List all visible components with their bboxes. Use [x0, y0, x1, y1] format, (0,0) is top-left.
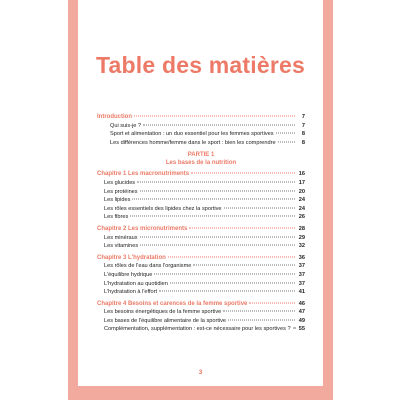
- toc-chapter-item[interactable]: [97, 234, 305, 243]
- toc-intro-items: [97, 122, 305, 148]
- toc-chapter-item-page: 26: [298, 214, 305, 221]
- toc-chapter-item-page: 20: [298, 188, 305, 195]
- toc-chapter-item-page: 47: [298, 309, 305, 316]
- toc-chapter-heading-page: 46: [298, 300, 305, 307]
- toc-chapter-item-page: 24: [298, 205, 305, 212]
- leader-dots: [278, 141, 295, 142]
- toc-chapter-item-label: Les protéines: [104, 188, 138, 195]
- leader-dots: [224, 207, 295, 208]
- toc-chapter-item-page: 41: [298, 289, 305, 296]
- toc-chapter-item-page: 32: [298, 243, 305, 250]
- leader-dots: [143, 124, 295, 125]
- toc-chapter-item-page: 29: [298, 234, 305, 241]
- part-number: PARTIE 1: [187, 152, 215, 159]
- toc-chapter-item-label: Les rôles essentiels des lipides chez la sportive: [104, 205, 222, 212]
- leader-dots: [132, 199, 295, 200]
- leader-dots: [140, 245, 295, 246]
- toc-intro-heading[interactable]: [97, 113, 305, 122]
- toc-intro-item-page: 7: [301, 122, 305, 129]
- leader-dots: [130, 216, 295, 217]
- leader-dots: [134, 116, 295, 117]
- toc-intro-item[interactable]: [97, 122, 305, 131]
- toc-intro-label: Introduction: [97, 114, 132, 120]
- page-number: 3: [198, 369, 203, 376]
- leader-dots: [249, 302, 295, 303]
- toc-chapter-item-page: 55: [298, 326, 305, 333]
- toc-chapter-heading-page: 16: [298, 171, 305, 178]
- toc-chapter-item[interactable]: [97, 242, 305, 251]
- part-heading: [97, 152, 305, 167]
- toc-chapter-item[interactable]: [97, 188, 305, 197]
- toc-intro-item-label: Les différences homme/femme dans le sport : bien les comprendre: [110, 139, 276, 146]
- toc-intro-item-label: Qui suis-je ?: [110, 122, 142, 129]
- toc-chapter-item-label: Les besoins énergétiques de la femme sportive: [104, 309, 222, 316]
- toc-chapter-item-label: Les minéraux: [104, 234, 138, 241]
- toc-chapter-heading-label: Chapitre 2 Les micronutriments: [97, 225, 188, 232]
- toc-chapter-item-label: L'hydratation à l'effort: [104, 289, 158, 296]
- toc-intro-item-label: Sport et alimentation : un duo essentiel pour les femmes sportives: [110, 131, 274, 138]
- toc-chapter-item[interactable]: [97, 205, 305, 214]
- toc-chapter-item[interactable]: [97, 288, 305, 297]
- leader-dots: [140, 236, 295, 237]
- toc-chapter-item-page: 24: [298, 197, 305, 204]
- toc-chapter-heading-page: 28: [298, 225, 305, 232]
- toc-chapter-item-page: 17: [298, 179, 305, 186]
- toc-chapter-item[interactable]: [97, 308, 305, 317]
- toc-chapter-item[interactable]: [97, 262, 305, 271]
- leader-dots: [137, 181, 295, 182]
- toc-chapter-item-label: Les vitamines: [104, 243, 139, 250]
- leader-dots: [223, 311, 295, 312]
- part-title: Les bases de la nutrition: [165, 159, 237, 166]
- leader-dots: [191, 173, 295, 174]
- toc-chapter-item[interactable]: [97, 325, 305, 334]
- toc-chapter-item-label: Les bases de l'équilibre alimentaire de la sportive: [104, 317, 227, 324]
- toc-chapter-item-label: L'équilibre hydrique: [104, 271, 153, 278]
- leader-dots: [154, 273, 295, 274]
- toc-chapters: [97, 170, 305, 334]
- toc-chapter-item-label: Les fibres: [104, 214, 129, 221]
- toc-chapter-heading-label: Chapitre 4 Besoins et carences de la femme sportive: [97, 300, 248, 307]
- toc-chapter-item-page: 37: [298, 263, 305, 270]
- toc-intro-page: 7: [301, 114, 305, 120]
- toc-chapter-heading[interactable]: [97, 254, 305, 263]
- toc-chapter-item[interactable]: [97, 317, 305, 326]
- toc-chapter-item-label: Complémentation, supplémentation : est-ce nécessaire pour les sportives ?: [104, 326, 291, 333]
- toc-intro-item[interactable]: [97, 139, 305, 148]
- leader-dots: [159, 291, 295, 292]
- toc-chapter-item-label: Les rôles de l'eau dans l'organisme: [104, 263, 192, 270]
- page-title: Table des matières: [96, 52, 305, 78]
- toc-chapter-heading[interactable]: [97, 300, 305, 309]
- toc-intro-item-page: 8: [301, 139, 305, 146]
- leader-dots: [228, 319, 295, 320]
- toc-chapter-item[interactable]: [97, 196, 305, 205]
- toc-chapter-item-page: 49: [298, 317, 305, 324]
- leader-dots: [293, 328, 295, 329]
- toc-chapter-item-label: Les glucides: [104, 179, 136, 186]
- toc-chapter-item-page: 37: [298, 280, 305, 287]
- toc-chapter-heading-page: 36: [298, 254, 305, 261]
- leader-dots: [140, 190, 295, 191]
- leader-dots: [168, 256, 295, 257]
- leader-dots: [170, 282, 295, 283]
- table-of-contents: [97, 113, 305, 334]
- leader-dots: [189, 227, 295, 228]
- toc-chapter-heading[interactable]: [97, 170, 305, 179]
- toc-chapter-item-page: 37: [298, 271, 305, 278]
- toc-chapter-heading[interactable]: [97, 225, 305, 234]
- toc-chapter-item-label: Les lipides: [104, 197, 131, 204]
- toc-intro-item-page: 8: [301, 131, 305, 138]
- toc-chapter-item[interactable]: [97, 179, 305, 188]
- toc-chapter-item[interactable]: [97, 271, 305, 280]
- leader-dots: [193, 265, 295, 266]
- toc-chapter-heading-label: Chapitre 3 L'hydratation: [97, 254, 166, 261]
- toc-chapter-heading-label: Chapitre 1 Les macronutriments: [97, 171, 190, 178]
- toc-intro-item[interactable]: [97, 130, 305, 139]
- leader-dots: [276, 133, 295, 134]
- toc-chapter-item[interactable]: [97, 213, 305, 222]
- document-page: [78, 0, 323, 386]
- toc-chapter-item-label: L'hydratation au quotidien: [104, 280, 168, 287]
- toc-chapter-item[interactable]: [97, 280, 305, 289]
